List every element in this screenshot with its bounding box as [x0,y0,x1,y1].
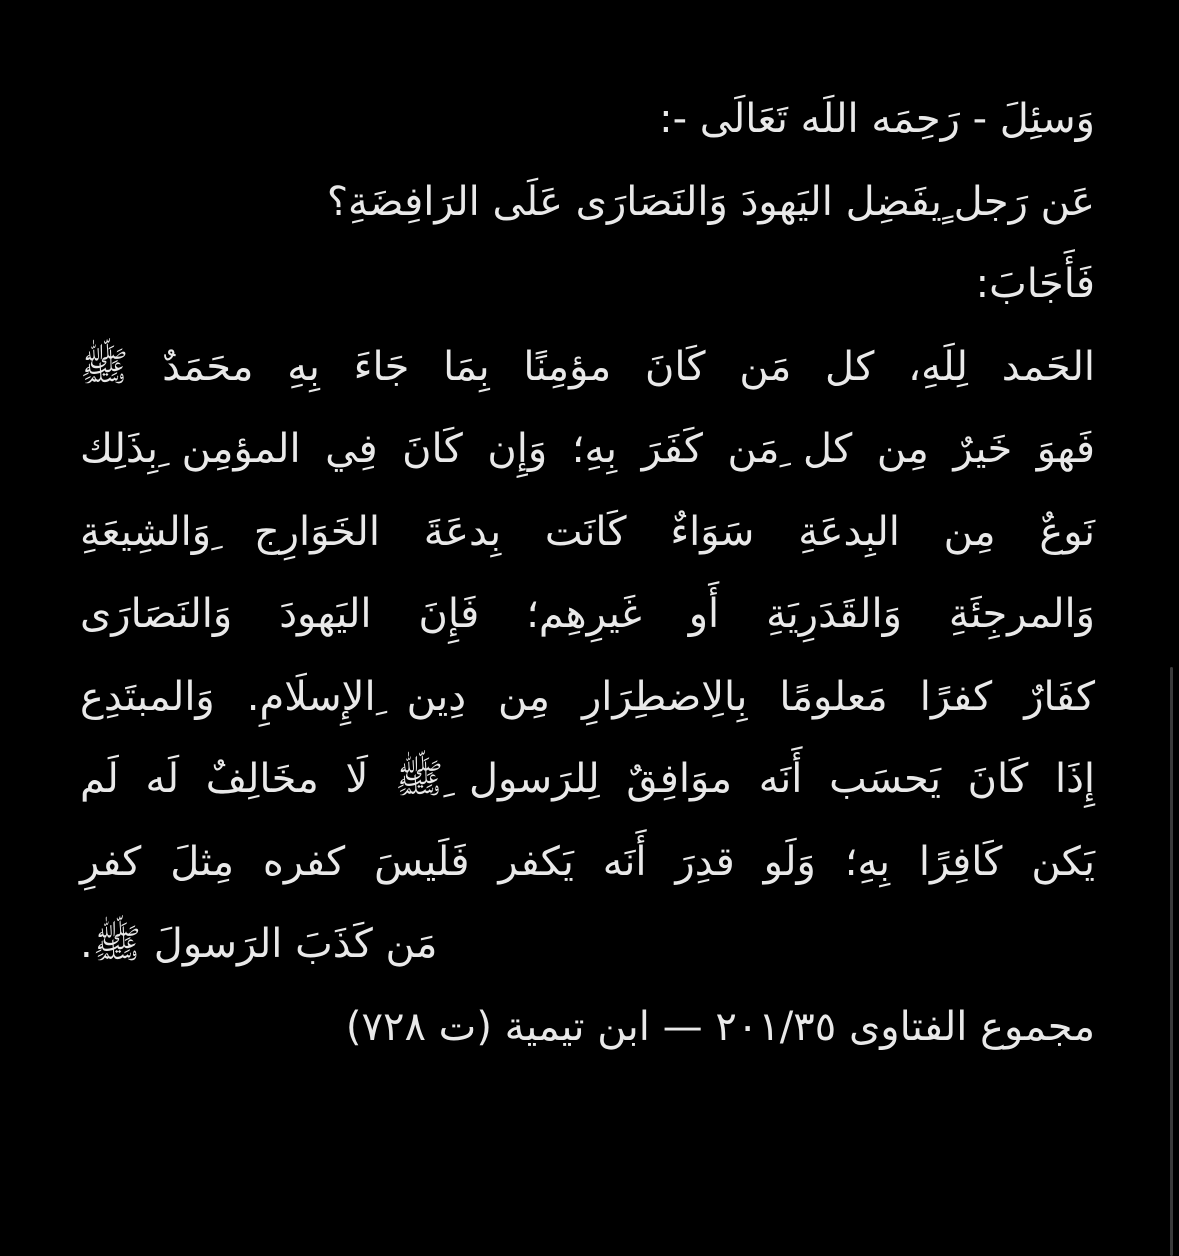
answer-text-line: وَالمرجِئَةِ وَالقَدَرِيَةِ أَو غَيرِهِم؛ فَإِنَ اليَهودَ وَالنَصَارَى [80,591,1095,637]
source-citation: مجموع الفتاوى ٢٠١/٣٥ — ابن تيمية (ت ٧٢٨) [345,1003,1095,1050]
answer-text-line: الحَمد لِلَهِ، كل مَن كَانَ مؤمِنًا بِمَا جَاءَ بِهِ محَمَدٌ ﷺ [80,343,1095,390]
answer-text-line: نَوعٌ مِن البِدعَةِ سَوَاءٌ كَانَت بِدعَةَ الخَوَارِج ِوَالشِيعَةِ [80,508,1095,555]
answer-intro-line: فَأَجَابَ: [975,261,1095,307]
question-intro-line: وَسئِلَ - رَحِمَه اللَه تَعَالَى -: [659,96,1095,142]
answer-text-line: إِذَا كَانَ يَحسَب أَنَه موَافِقٌ لِلرَسول ِﷺ لَا مخَالِفٌ لَه لَم [80,756,1095,802]
answer-text-line: كفَارٌ كفرًا مَعلومًا بِالِاضطِرَارِ مِن دِين ِالإِسلَامِ. وَالمبتَدِع [80,673,1095,720]
scrollbar[interactable] [1170,667,1173,1256]
question-text-line: عَن رَجل ٍيفَضِل اليَهودَ وَالنَصَارَى عَلَى الرَافِضَةِ؟ [326,178,1095,225]
answer-text-line: يَكن كَافِرًا بِهِ؛ وَلَو قدِرَ أَنَه يَكفر فَلَيسَ كفره مِثلَ كفرِ [80,838,1095,885]
post-body [80,78,1095,1068]
answer-text-line: مَن كَذَبَ الرَسولَ ﷺ. [80,921,438,967]
answer-text-line: فَهوَ خَيرٌ مِن كل ِمَن كَفَرَ بِهِ؛ وَإِن كَانَ فِي المؤمِن ِبِذَلِك [80,426,1095,472]
